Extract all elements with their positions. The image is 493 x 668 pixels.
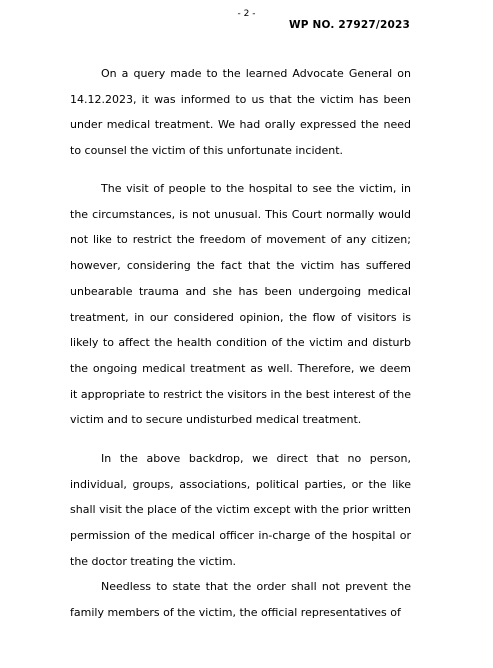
paragraph-hospital-visits: The visit of people to the hospital to see the victim, in the circumstances, is not unusual. This Court normally would not like to restrict the freedom of movement of any citizen; however, considering the fact that the victim has suffered unbearable trauma and she has been undergoing medical treatment, in our considered opinion, the flow of visitors is likely to affect the health condition of the victim and disturb the ongoing medical treatment as well. Therefore, we deem it appropriate to restrict the visitors in the best interest of the victim and to secure undisturbed medical treatment. [70, 182, 411, 427]
paragraph-advocate-general-query: On a query made to the learned Advocate General on 14.12.2023, it was informed to us that the victim has been under medical treatment. We had orally expressed the need to counsel the victim of this unfortunate incident. [70, 67, 411, 158]
page-number: - 2 - [237, 9, 256, 19]
paragraph-family-exemption: Needless to state that the order shall not prevent the family members of the victim, the official representatives of [70, 580, 411, 619]
case-number: WP NO. 27927/2023 [288, 19, 410, 31]
paragraph-visitor-restriction-direction: In the above backdrop, we direct that no person, individual, groups, associations, political parties, or the like shall visit the place of the victim except with the prior written permission of the medical officer in-charge of the hospital or the doctor treating the victim. [70, 452, 411, 568]
